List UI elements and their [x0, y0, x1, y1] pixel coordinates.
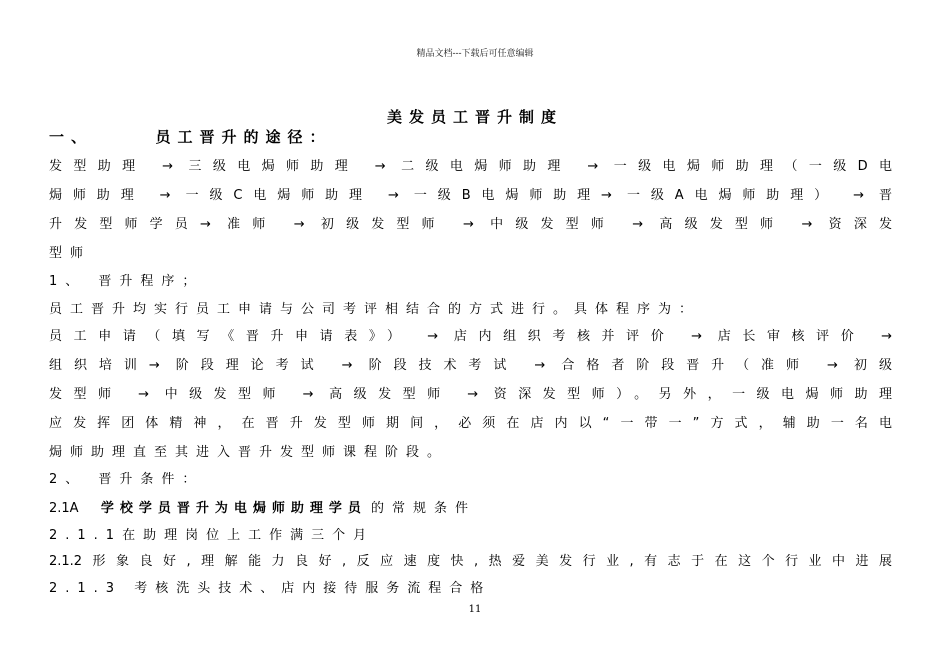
condition-sub-number: 2.1A [49, 501, 79, 516]
document-title: 美发员工晋升制度 [386, 108, 563, 126]
section-heading [49, 126, 892, 147]
procedure-heading: 1、 晋升程序； [49, 274, 204, 289]
page-number: 11 [468, 604, 482, 615]
condition-item-1: 2.1.1在助理岗位上工作满三个月 [49, 528, 375, 543]
procedure-line-5: 应发挥团体精神，在晋升发型师期间，必须在店内以“一带一”方式，辅助一名电 [49, 416, 892, 431]
procedure-line-2: 员工申请（填写《晋升申请表》） → 店内组织考核并评价 → 店长审核评价 → [49, 329, 892, 344]
conditions-heading: 2、 晋升条件： [49, 472, 204, 487]
path-line-1: 发型助理 → 三级电焗师助理 → 二级电焗师助理 → 一级电焗师助理（一级D电 [49, 159, 892, 174]
condition-subheading [49, 497, 892, 516]
path-line-3: 升发型师学员→ 准师 → 初级发型师 → 中级发型师 → 高级发型师 → 资深发 [49, 217, 892, 232]
procedure-line-3: 组织培训→ 阶段理论考试 → 阶段技术考试 → 合格者阶段晋升（准师 → 初级 [49, 358, 892, 373]
condition-item-3: 2.1.3 考核洗头技术、店内接待服务流程合格 [49, 581, 492, 596]
page-header: 精品文档---下载后可任意编辑 [416, 49, 534, 59]
section-title: 员工晋升的途径： [155, 128, 332, 146]
condition-sub-rest: 的常规条件 [371, 501, 477, 516]
procedure-line-4: 发型师 → 中级发型师 → 高级发型师 → 资深发型师）。另外，一级电焗师助理 [49, 387, 892, 402]
path-line-2: 焗师助理 → 一级C电焗师助理 → 一级B电焗师助理→ 一级A电焗师助理） → 晋 [49, 188, 892, 203]
path-line-4: 型师 [49, 246, 92, 261]
procedure-line-6: 焗师助理直至其进入晋升发型师课程阶段。 [49, 445, 449, 460]
condition-item-2: 2.1.2形象良好,理解能力良好,反应速度快,热爱美发行业,有志于在这个行业中进展 [49, 554, 892, 569]
condition-sub-bold: 学校学员晋升为电焗师助理学员 [100, 501, 367, 516]
section-number: 一、 [49, 128, 94, 146]
procedure-line-1: 员工晋升均实行员工申请与公司考评相结合的方式进行。具体程序为： [49, 302, 701, 317]
